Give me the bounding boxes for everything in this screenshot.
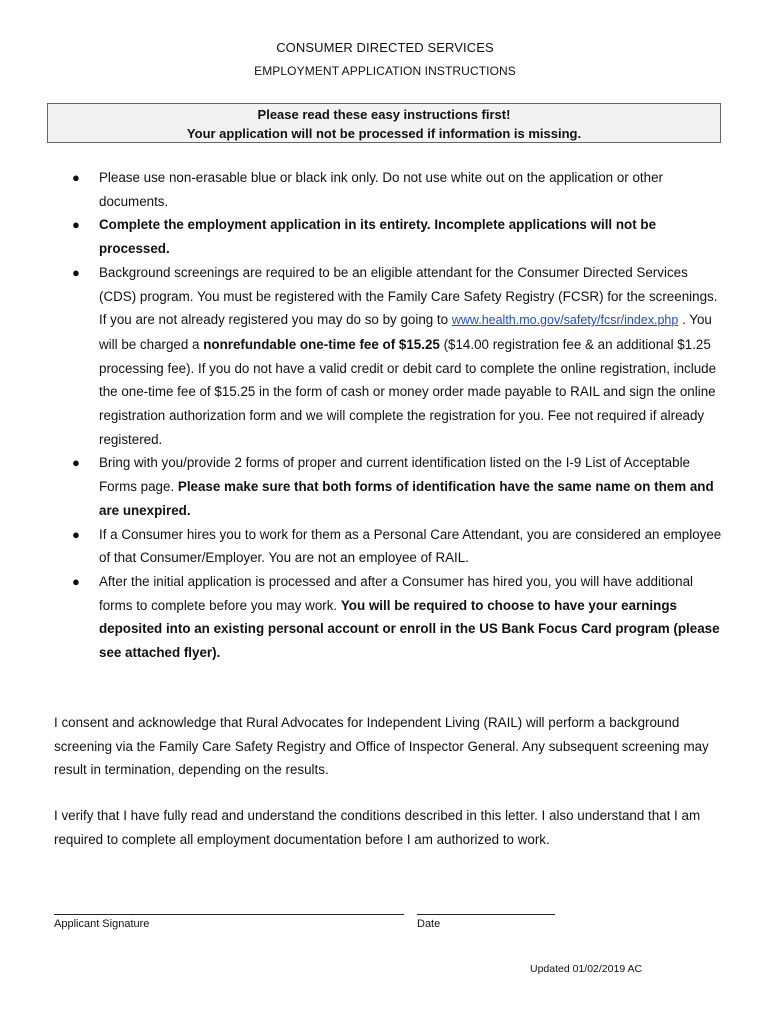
document-title: CONSUMER DIRECTED SERVICES xyxy=(276,40,494,55)
instruction-identification-bold: Please make sure that both forms of identification have the same name on them and are unexpired. xyxy=(99,479,714,518)
verify-paragraph: I verify that I have fully read and understand the conditions described in this letter. I also understand that I am required to complete all employment documentation before I am authorized to work. xyxy=(54,808,701,847)
bullet-icon: ● xyxy=(72,170,80,185)
list-item xyxy=(72,213,722,260)
date-line[interactable] xyxy=(417,900,555,915)
bullet-icon: ● xyxy=(72,455,80,471)
instruction-ink: Please use non-erasable blue or black ink only. Do not use white out on the application or other documents. xyxy=(99,170,663,209)
notice-line-2: Your application will not be processed if information is missing. xyxy=(186,126,582,141)
updated-footer: Updated 01/02/2019 AC xyxy=(530,963,643,975)
bullet-icon: ● xyxy=(72,217,80,233)
instruction-background-text-3: ($14.00 registration fee & an additional $1.25 processing fee). If you do not have a valid credit or debit card to complete the online registration, include the one-time fee of $15.25 in the form of cash or money order made payable to RAIL and sign the online registration authorization form and we will complete the registration for you. Fee not required if already registered. xyxy=(99,336,717,447)
instruction-earnings-bold: You will be required to choose to have your earnings deposited into an existing personal account or enroll in the US Bank Focus Card program (please see attached flyer). xyxy=(99,597,720,661)
list-item xyxy=(72,166,722,213)
instruction-additional-forms: After the initial application is processed and after a Consumer has hired you, you will have additional forms to complete before you may work. xyxy=(99,573,693,613)
list-item xyxy=(72,261,722,452)
instruction-employee-status: If a Consumer hires you to work for them as a Personal Care Attendant, you are considered an employee of that Consumer/Employer. You are not an employee of RAIL. xyxy=(99,526,722,566)
date-label: Date xyxy=(417,918,441,930)
notice-line-1: Please read these easy instructions first! xyxy=(257,107,511,122)
instruction-list xyxy=(72,166,722,665)
list-item xyxy=(72,523,722,570)
document-subtitle: EMPLOYMENT APPLICATION INSTRUCTIONS xyxy=(254,64,516,78)
instruction-background-text-2: . You will be charged a xyxy=(99,312,712,352)
bullet-icon: ● xyxy=(72,573,80,589)
instruction-fee-bold: nonrefundable one-time fee of $15.25 xyxy=(203,336,440,352)
applicant-signature-line[interactable] xyxy=(54,900,404,915)
applicant-signature-label: Applicant Signature xyxy=(54,918,150,930)
fcsr-registration-link[interactable]: www.health.mo.gov/safety/fcsr/index.php xyxy=(451,313,679,328)
bullet-icon: ● xyxy=(72,264,80,280)
list-item xyxy=(72,570,722,665)
instruction-identification: Bring with you/provide 2 forms of proper and current identification listed on the I-9 List of Acceptable Forms page. xyxy=(99,455,690,495)
instruction-complete-application: Complete the employment application in its entirety. Incomplete applications will not be processed. xyxy=(99,217,657,257)
consent-paragraph: I consent and acknowledge that Rural Advocates for Independent Living (RAIL) will perform a background screening via the Family Care Safety Registry and Office of Inspector General. Any subsequent screening may result in termination, depending on the results. xyxy=(54,715,709,778)
instruction-background-text: Background screenings are required to be an eligible attendant for the Consumer Directed Services (CDS) program. You must be registered with the Family Care Safety Registry (FCSR) for the screenings. If you are not already registered you may do so by going to xyxy=(99,264,718,328)
list-item xyxy=(72,451,722,522)
bullet-icon: ● xyxy=(72,526,80,542)
instructions-notice-box xyxy=(47,103,721,143)
